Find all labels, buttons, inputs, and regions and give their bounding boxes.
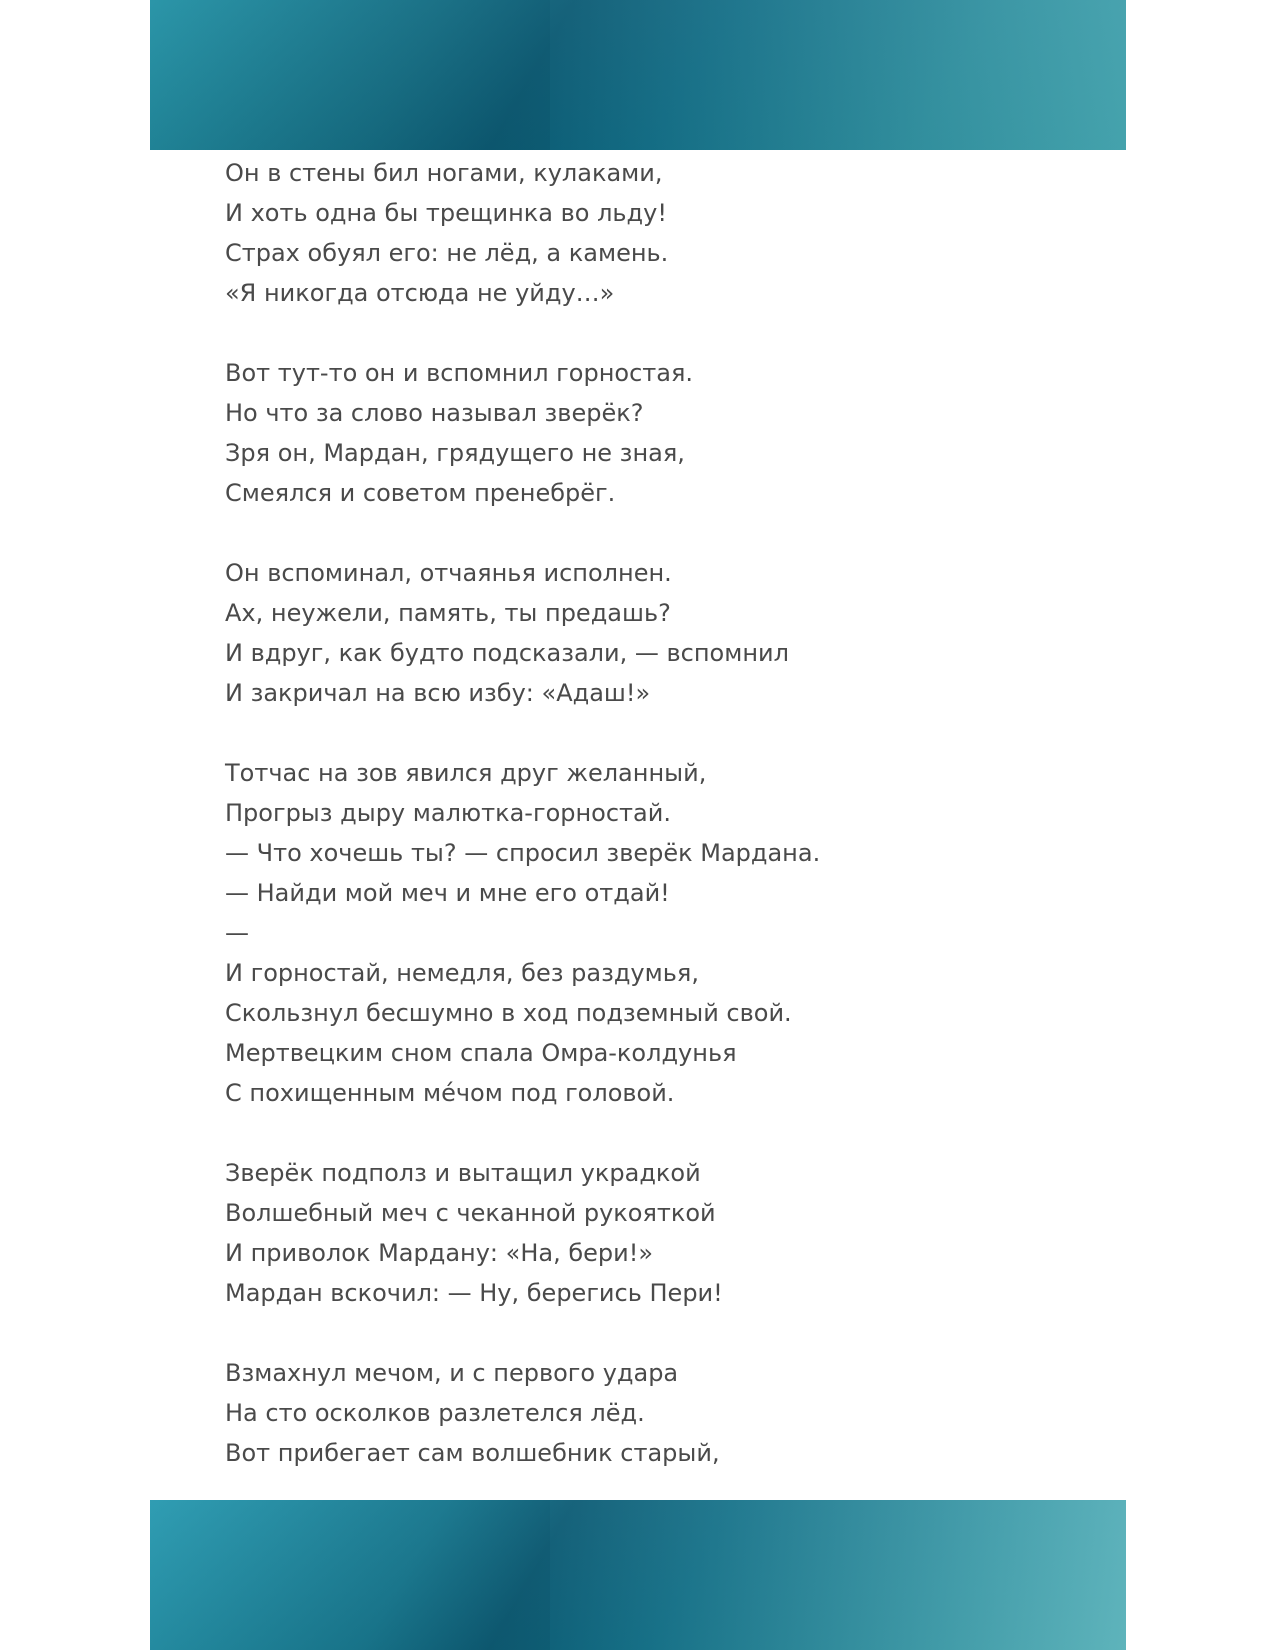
header-band-left-panel: [150, 0, 550, 150]
footer-decorative-band: [150, 1500, 1126, 1650]
stanza: [225, 553, 1045, 713]
stanza: [225, 753, 1045, 1113]
poem-line: Ах, неужели, память, ты предашь?: [225, 599, 671, 627]
poem-line: — Что хочешь ты? — спросил зверёк Мардана.: [225, 839, 821, 867]
stanza: [225, 1353, 1045, 1473]
poem-line: Мертвецким сном спала Омра-колдунья: [225, 1039, 737, 1067]
poem-line: Он вспоминал, отчаянья исполнен.: [225, 559, 672, 587]
poem-line: Зря он, Мардан, грядущего не зная,: [225, 439, 685, 467]
poem-line: И вдруг, как будто подсказали, — вспомнил: [225, 639, 789, 667]
poem-line: С похищенным ме́чом под головой.: [225, 1079, 675, 1107]
poem-line: Но что за слово называл зверёк?: [225, 399, 644, 427]
poem-line: И хоть одна бы трещинка во льду!: [225, 199, 667, 227]
poem-line: «Я никогда отсюда не уйду…»: [225, 279, 615, 307]
stanza: [225, 353, 1045, 513]
poem-body: [225, 153, 1045, 1513]
poem-line: —: [225, 919, 249, 947]
poem-line: Взмахнул мечом, и с первого удара: [225, 1359, 679, 1387]
poem-line: И горностай, немедля, без раздумья,: [225, 959, 699, 987]
poem-line: Мардан вскочил: — Ну, берегись Пери!: [225, 1279, 723, 1307]
poem-line: И приволок Мардану: «На, бери!»: [225, 1239, 654, 1267]
poem-line: — Найди мой меч и мне его отдай!: [225, 879, 670, 907]
poem-line: Волшебный меч с чеканной рукояткой: [225, 1199, 716, 1227]
stanza: [225, 1153, 1045, 1313]
poem-line: Он в стены бил ногами, кулаками,: [225, 159, 663, 187]
poem-line: Прогрыз дыру малютка-горностай.: [225, 799, 671, 827]
footer-band-right-panel: [550, 1500, 1126, 1650]
header-band-right-panel: [550, 0, 1126, 150]
poem-line: На сто осколков разлетелся лёд.: [225, 1399, 645, 1427]
poem-line: Тотчас на зов явился друг желанный,: [225, 759, 707, 787]
footer-band-left-panel: [150, 1500, 550, 1650]
poem-line: Вот тут-то он и вспомнил горностая.: [225, 359, 694, 387]
poem-line: Смеялся и советом пренебрёг.: [225, 479, 616, 507]
stanza: [225, 153, 1045, 313]
poem-line: Скользнул бесшумно в ход подземный свой.: [225, 999, 792, 1027]
poem-line: Зверёк подполз и вытащил украдкой: [225, 1159, 701, 1187]
poem-line: И закричал на всю избу: «Адаш!»: [225, 679, 651, 707]
poem-line: Вот прибегает сам волшебник старый,: [225, 1439, 720, 1467]
header-decorative-band: [150, 0, 1126, 150]
poem-line: Страх обуял его: не лёд, а камень.: [225, 239, 669, 267]
